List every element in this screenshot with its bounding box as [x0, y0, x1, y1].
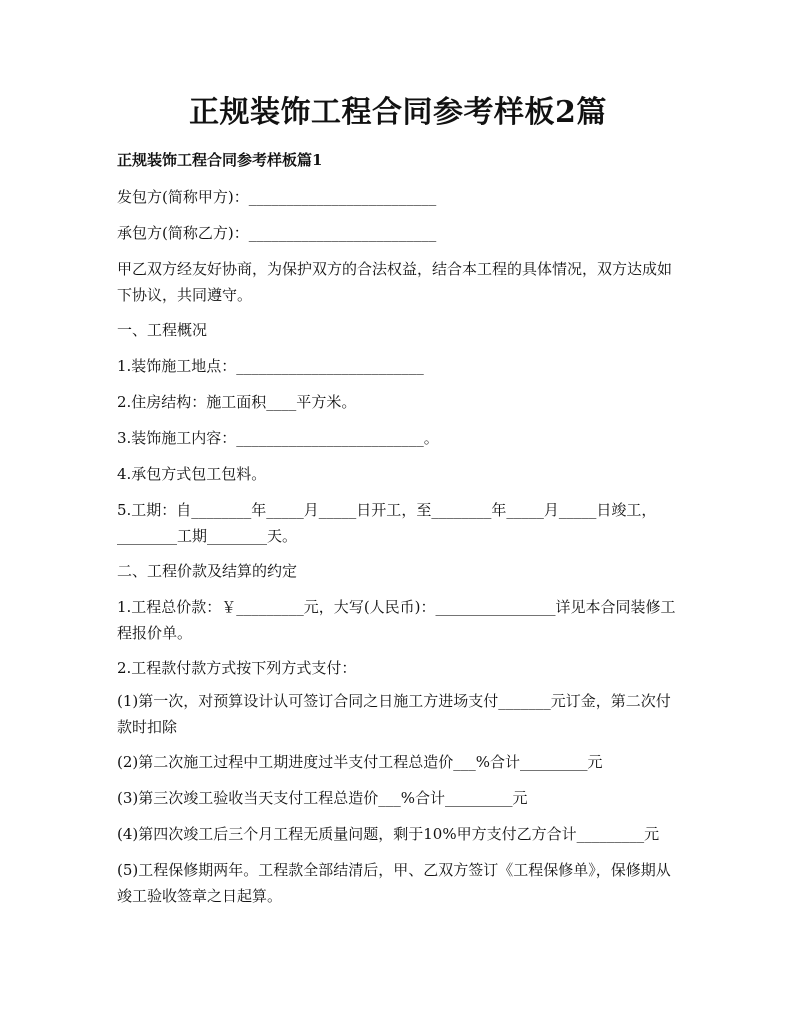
payment-third: (3)第三次竣工验收当天支付工程总造价___%合计_________元: [117, 789, 528, 807]
section-heading-price: 二、工程价款及结算的约定: [117, 562, 298, 580]
construction-period: 5.工期：自________年_____月_____日开工，至________年_____月_____日竣工，________工期________天。: [117, 501, 657, 545]
payment-method: 2.工程款付款方式按下列方式支付：: [117, 659, 357, 677]
construction-content: 3.装饰施工内容：_________________________。: [117, 429, 439, 447]
payment-second: (2)第二次施工过程中工期进度过半支付工程总造价___%合计_________元: [117, 753, 603, 771]
party-a-line: 发包方(简称甲方)：_________________________: [117, 188, 437, 206]
housing-structure: 2.住房结构：施工面积____平方米。: [117, 393, 357, 411]
payment-fourth: (4)第四次竣工后三个月工程无质量问题，剩于10%甲方支付乙方合计_________元: [117, 825, 660, 843]
party-b-line: 承包方(简称乙方)：_________________________: [117, 224, 437, 242]
total-price: 1.工程总价款：￥_________元，大写(人民币)：________________详见本合同装修工程报价单。: [117, 598, 676, 642]
section-heading-overview: 一、工程概况: [117, 321, 208, 339]
agreement-intro: 甲乙双方经友好协商，为保护双方的合法权益，结合本工程的具体情况，双方达成如下协议，共同遵守。: [117, 260, 673, 304]
contract-method: 4.承包方式包工包料。: [117, 465, 267, 483]
section-subtitle: 正规装饰工程合同参考样板篇1: [117, 151, 323, 169]
construction-location: 1.装饰施工地点：_________________________: [117, 357, 424, 375]
warranty-term: (5)工程保修期两年。工程款全部结清后，甲、乙双方签订《工程保修单》，保修期从竣工验收签章之日起算。: [117, 861, 671, 905]
document-title: 正规装饰工程合同参考样板2篇: [189, 95, 607, 130]
payment-first: (1)第一次，对预算设计认可签订合同之日施工方进场支付_______元订金，第二次付款时扣除: [117, 692, 671, 736]
